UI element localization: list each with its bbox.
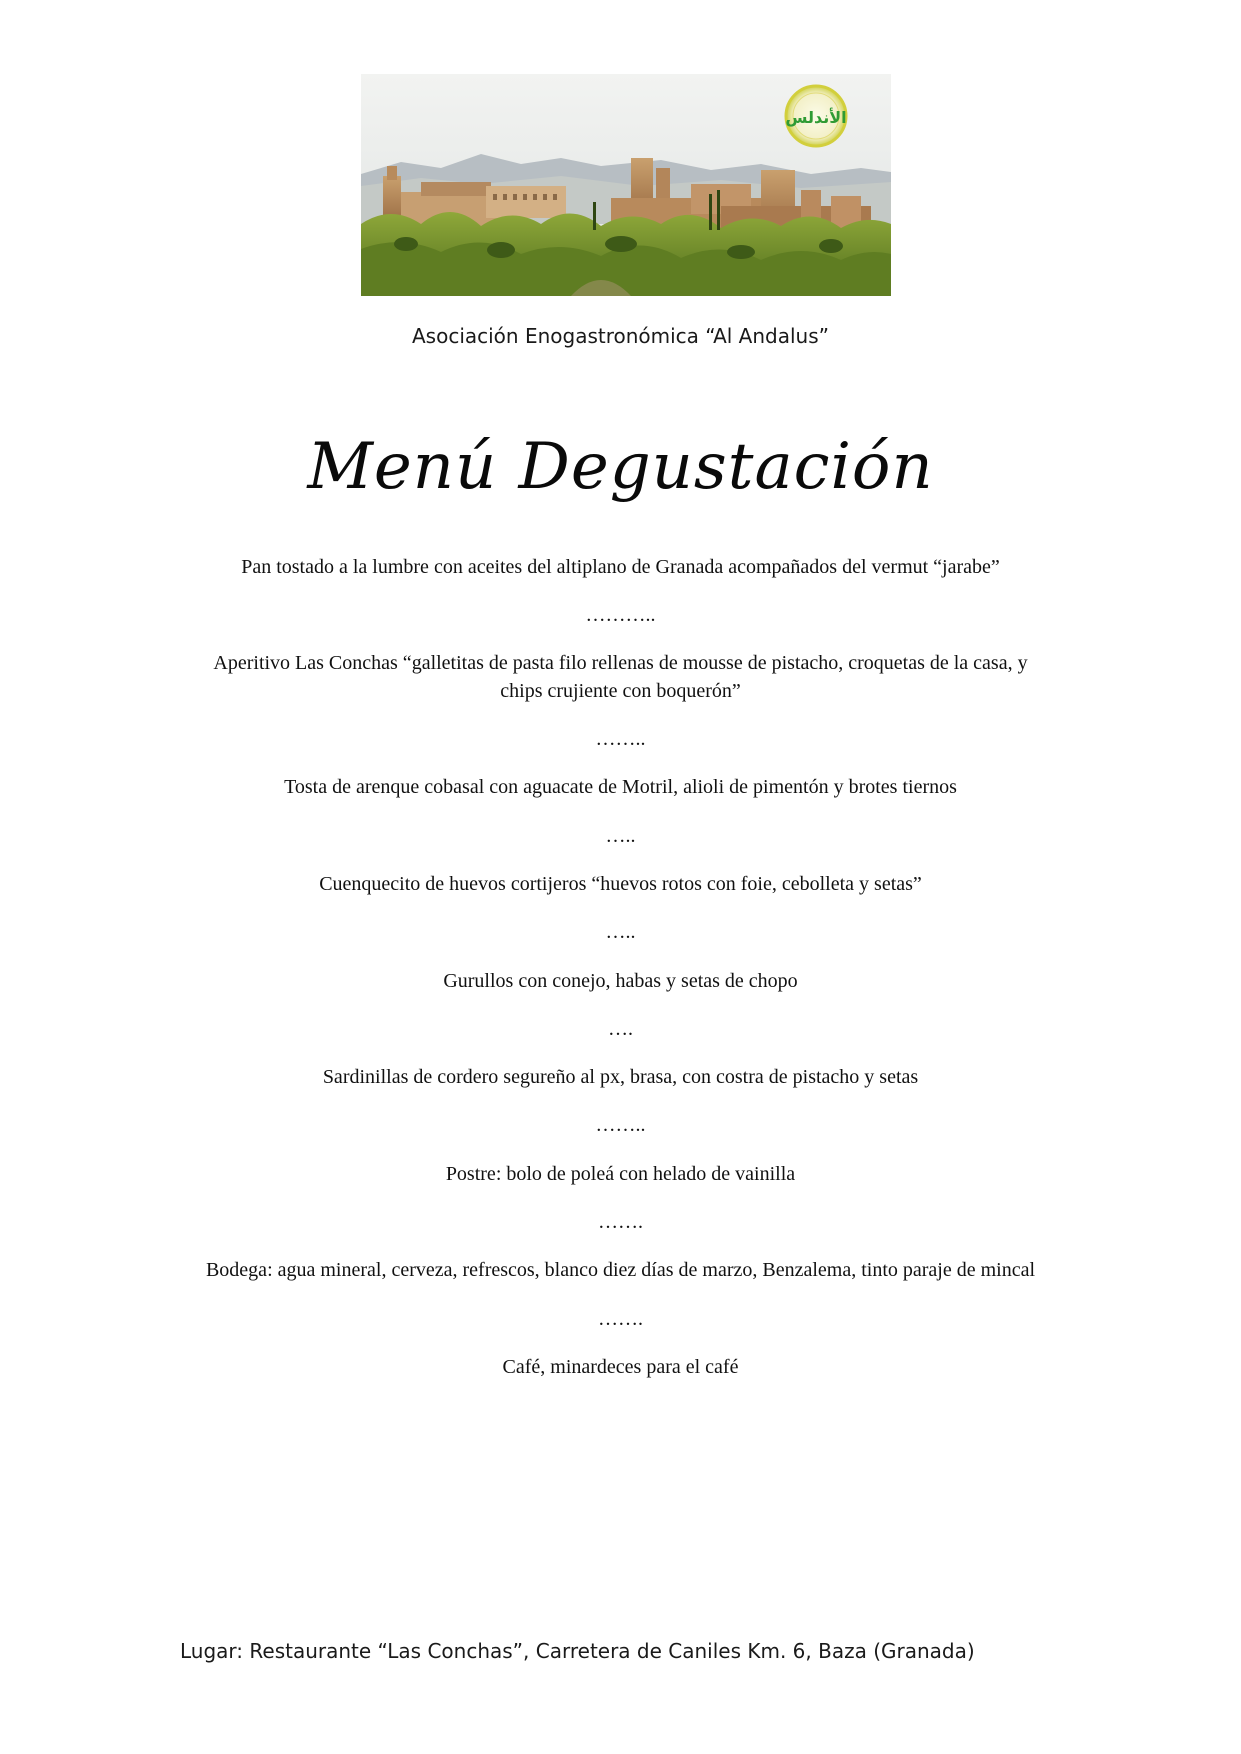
association-name: Asociación Enogastronómica “Al Andalus” — [411, 324, 829, 348]
menu-separator: ……. — [598, 1308, 643, 1330]
menu-separator: …….. — [595, 1114, 646, 1136]
menu-item: Café, minardeces para el café — [502, 1356, 739, 1378]
menu-item: Aperitivo Las Conchas “galletitas de pasta filo rellenas de mousse de pistacho, croquetas de la casa, y chips crujiente con boquerón” — [213, 652, 1028, 702]
alhambra-landscape — [361, 74, 891, 296]
menu-item: Postre: bolo de poleá con helado de vainilla — [445, 1163, 796, 1185]
menu-separator: ….. — [605, 825, 636, 847]
menu-separator: ……….. — [585, 604, 656, 626]
logo-text: الأندلس — [785, 108, 847, 127]
menu-separator: …….. — [595, 728, 646, 750]
location-footer: Lugar: Restaurante “Las Conchas”, Carretera de Caniles Km. 6, Baza (Granada) — [180, 1639, 975, 1663]
menu-item: Cuenquecito de huevos cortijeros “huevos rotos con foie, cebolleta y setas” — [319, 873, 922, 895]
banner-image — [361, 74, 891, 296]
menu-item: Pan tostado a la lumbre con aceites del altiplano de Granada acompañados del vermut “jarabe” — [241, 556, 1000, 578]
association-logo — [785, 86, 846, 146]
menu-item: Tosta de arenque cobasal con aguacate de Motril, alioli de pimentón y brotes tiernos — [284, 776, 957, 798]
menu-item: Bodega: agua mineral, cerveza, refrescos, blanco diez días de marzo, Benzalema, tinto paraje de mincal — [205, 1259, 1036, 1281]
menu-separator: …. — [608, 1018, 633, 1040]
page-title: Menú Degustación — [307, 430, 934, 504]
menu-item: Sardinillas de cordero segureño al px, brasa, con costra de pistacho y setas — [322, 1066, 919, 1088]
menu-item: Gurullos con conejo, habas y setas de chopo — [443, 970, 798, 992]
menu-separator: ….. — [605, 921, 636, 943]
menu-separator: ……. — [598, 1211, 643, 1233]
